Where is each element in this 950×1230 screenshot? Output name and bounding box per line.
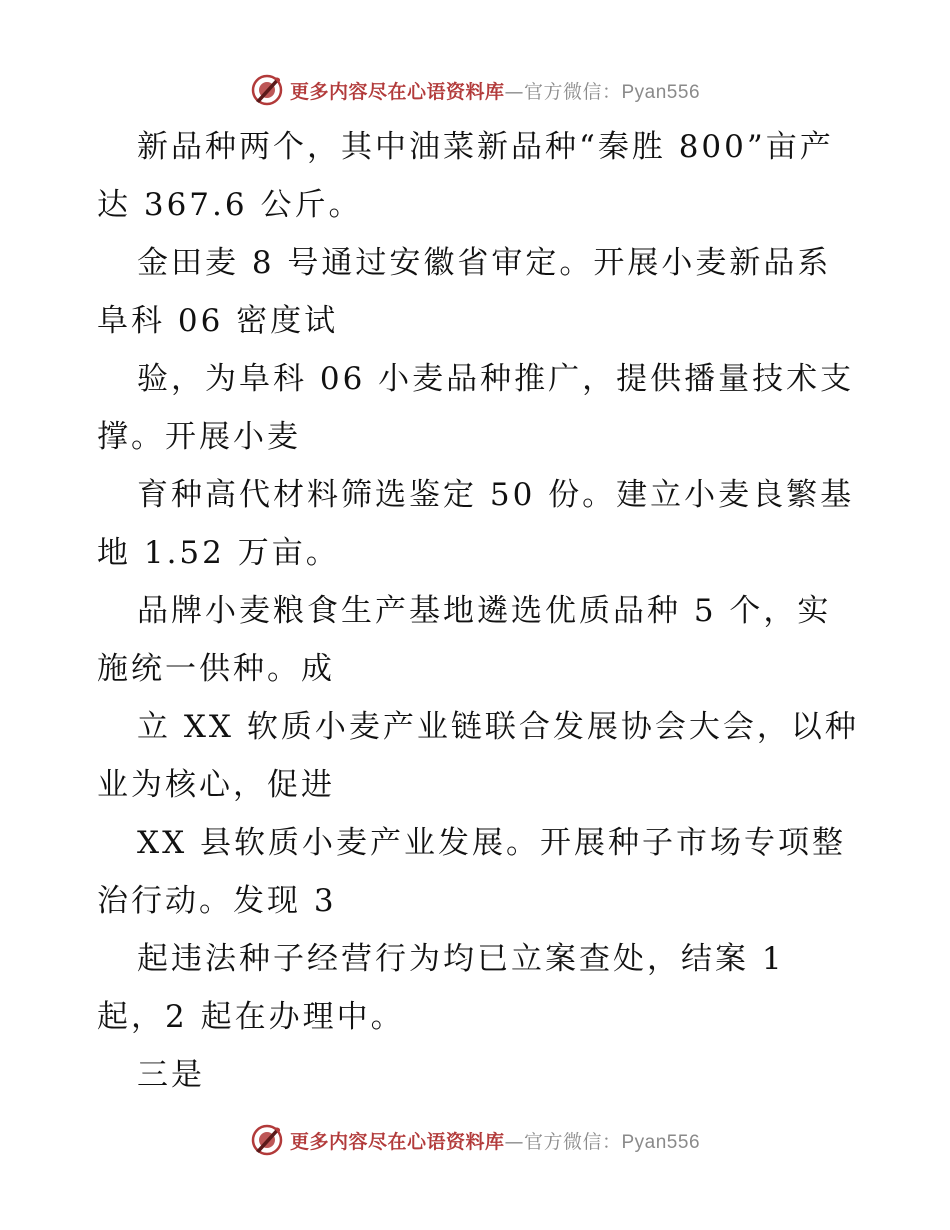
- text-line: 起违法种子经营行为均已立案查处，结案 1: [137, 941, 785, 977]
- footer-banner-text: [290, 1127, 700, 1154]
- text-line: 金田麦 8 号通过安徽省审定。开展小麦新品系: [137, 245, 832, 281]
- footer-banner: [0, 1120, 950, 1160]
- footer-brand-text: 更多内容尽在心语资料库: [289, 1130, 505, 1153]
- footer-separator: —: [504, 1130, 524, 1153]
- header-brand-text: 更多内容尽在心语资料库: [289, 80, 505, 103]
- header-wechat-account: Pyan556: [621, 81, 701, 103]
- header-banner: [0, 70, 950, 110]
- text-line: 治行动。发现 3: [97, 883, 337, 919]
- text-line: 品牌小麦粮食生产基地遴选优质品种 5 个，实: [137, 593, 832, 629]
- text-line: 起，2 起在办理中。: [97, 999, 405, 1035]
- text-line: 达 367.6 公斤。: [97, 187, 363, 223]
- quill-seal-icon: [250, 73, 284, 107]
- text-line: 业为核心，促进: [97, 767, 335, 803]
- text-line: XX 县软质小麦产业发展。开展种子市场专项整: [137, 825, 846, 861]
- text-line: 施统一供种。成: [97, 651, 335, 687]
- quill-seal-icon: [250, 1123, 284, 1157]
- text-line: 验，为阜科 06 小麦品种推广，提供播量技术支: [137, 361, 855, 397]
- header-banner-text: [290, 77, 700, 104]
- text-line: 阜科 06 密度试: [97, 303, 339, 339]
- text-line: 撑。开展小麦: [97, 419, 301, 455]
- header-separator: —: [504, 80, 524, 103]
- text-line: 地 1.52 万亩。: [97, 535, 340, 571]
- document-body: [97, 118, 857, 1104]
- text-line: 立 XX 软质小麦产业链联合发展协会大会，以种: [137, 709, 859, 745]
- text-line: 新品种两个，其中油菜新品种“秦胜 800”亩产: [137, 129, 834, 165]
- text-line: 育种高代材料筛选鉴定 50 份。建立小麦良繁基: [137, 477, 855, 513]
- footer-wechat-account: Pyan556: [621, 1131, 701, 1153]
- footer-wechat-label: 官方微信：: [523, 1130, 622, 1153]
- header-wechat-label: 官方微信：: [523, 80, 622, 103]
- text-line: 三是: [137, 1057, 205, 1093]
